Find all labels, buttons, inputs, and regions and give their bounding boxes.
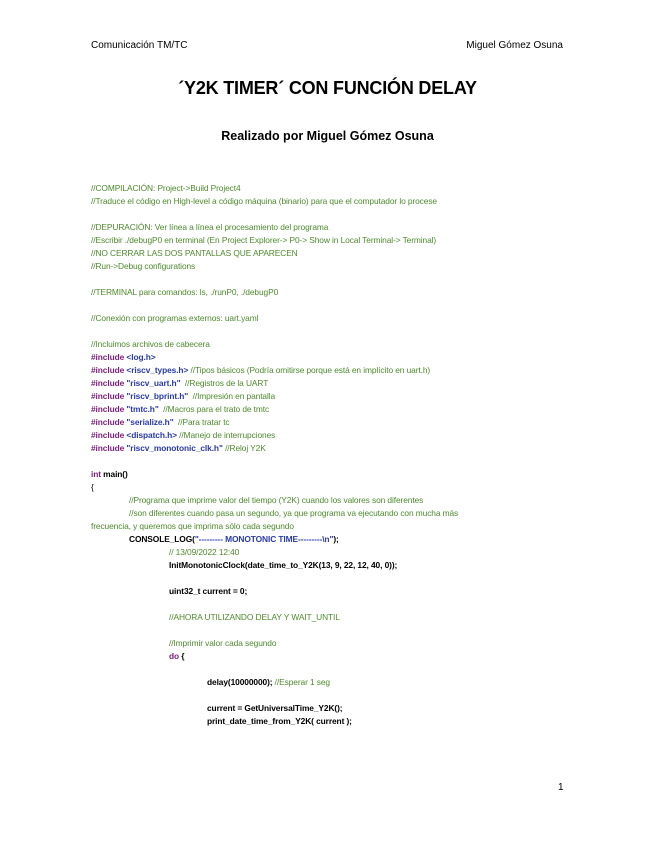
comment-line: //DEPURACIÓN: Ver línea a línea el procesamiento del programa xyxy=(91,222,329,232)
open-brace: { xyxy=(91,482,94,492)
include-keyword: #include xyxy=(91,430,125,440)
include-file: <log.h> xyxy=(126,352,156,362)
do-line xyxy=(91,650,571,663)
comment-line: //NO CERRAR LAS DOS PANTALLAS QUE APARECEN xyxy=(91,248,298,258)
include-comment: //Manejo de interrupciones xyxy=(179,430,276,440)
init-call: InitMonotonicClock(date_time_to_Y2K(13, 9, 22, 12, 40, 0)); xyxy=(169,560,398,570)
header-right: Miguel Gómez Osuna xyxy=(466,40,563,51)
comment-line: // 13/09/2022 12:40 xyxy=(169,547,240,557)
include-keyword: #include xyxy=(91,404,125,414)
include-file: "riscv_monotonic_clk.h" xyxy=(126,443,223,453)
include-line xyxy=(91,351,571,364)
include-comment: //Tipos básicos (Podría omitirse porque está en implícito en uart.h) xyxy=(190,365,431,375)
int-keyword: int xyxy=(91,469,101,479)
header-left: Comunicación TM/TC xyxy=(91,40,188,51)
include-file: "riscv_uart.h" xyxy=(126,378,181,388)
console-string: "--------- MONOTONIC TIME---------\n" xyxy=(194,534,334,544)
comment-line: //Run->Debug configurations xyxy=(91,261,196,271)
include-keyword: #include xyxy=(91,417,125,427)
include-comment: //Registros de la UART xyxy=(184,378,269,388)
include-line xyxy=(91,403,571,416)
include-keyword: #include xyxy=(91,443,125,453)
page-number: 1 xyxy=(558,782,564,793)
include-comment: //Macros para el trato de tmtc xyxy=(163,404,270,414)
document-subtitle: Realizado por Miguel Gómez Osuna xyxy=(221,129,434,143)
delay-comment: //Esperar 1 seg xyxy=(272,677,330,687)
include-file: <riscv_types.h> xyxy=(126,365,189,375)
main-sig: main() xyxy=(100,469,128,479)
console-log-line xyxy=(91,533,571,546)
print-call: print_date_time_from_Y2K( current ); xyxy=(207,716,352,726)
include-line xyxy=(91,416,571,429)
include-file: "tmtc.h" xyxy=(126,404,159,414)
include-file: "riscv_bprint.h" xyxy=(126,391,189,401)
comment-line: //Traduce el código en High-level a código máquina (binario) para que el computador lo procese xyxy=(91,196,437,206)
do-brace: { xyxy=(179,651,185,661)
include-line xyxy=(91,377,571,390)
comment-line: //Imprimir valor cada segundo xyxy=(169,638,277,648)
code-block xyxy=(91,182,571,728)
include-comment: //Para tratar tc xyxy=(178,417,230,427)
document-title: ´Y2K TIMER´ CON FUNCIÓN DELAY xyxy=(178,78,477,98)
current-assignment: current = GetUniversalTime_Y2K(); xyxy=(207,703,343,713)
include-line xyxy=(91,429,571,442)
comment-line: //Conexión con programas externos: uart.yaml xyxy=(91,313,259,323)
comment-line: //Programa que imprime valor del tiempo (Y2K) cuando los valores son diferentes xyxy=(129,495,424,505)
main-signature xyxy=(91,468,571,481)
comment-line: frecuencia, y queremos que imprima sólo cada segundo xyxy=(91,521,294,531)
include-keyword: #include xyxy=(91,391,125,401)
comment-line: //COMPILACIÓN: Project->Build Project4 xyxy=(91,183,241,193)
include-keyword: #include xyxy=(91,365,125,375)
do-keyword: do xyxy=(169,651,180,661)
include-comment: //Reloj Y2K xyxy=(225,443,266,453)
declaration: uint32_t current = 0; xyxy=(169,586,248,596)
delay-line xyxy=(91,676,571,689)
include-comment: //Impresión en pantalla xyxy=(192,391,276,401)
comment-line: //AHORA UTILIZANDO DELAY Y WAIT_UNTIL xyxy=(169,612,340,622)
include-line xyxy=(91,390,571,403)
comment-line: //son diferentes cuando pasa un segundo, ya que programa va ejecutando con mucha más xyxy=(129,508,459,518)
include-keyword: #include xyxy=(91,352,125,362)
include-file: "serialize.h" xyxy=(126,417,174,427)
console-call: CONSOLE_LOG( xyxy=(129,534,195,544)
delay-call: delay(10000000); xyxy=(207,677,273,687)
comment-line: //Escribir ./debugP0 en terminal (En Project Explorer-> P0-> Show in Local Terminal-> Terminal) xyxy=(91,235,437,245)
include-line xyxy=(91,442,571,455)
comment-line: //Incluimos archivos de cabecera xyxy=(91,339,210,349)
include-file: <dispatch.h> xyxy=(126,430,177,440)
include-line xyxy=(91,364,571,377)
include-keyword: #include xyxy=(91,378,125,388)
comment-line: //TERMINAL para comandos: ls, ./runP0, ./debugP0 xyxy=(91,287,279,297)
console-close: ); xyxy=(333,534,339,544)
